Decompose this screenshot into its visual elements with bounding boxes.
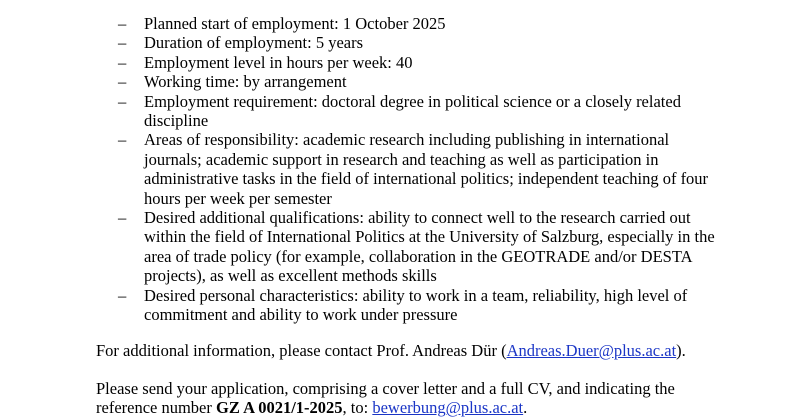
list-item-text: Duration of employment: 5 years <box>144 33 364 53</box>
list-item <box>118 14 718 33</box>
list-item-text: Employment level in hours per week: 40 <box>144 52 413 72</box>
contact-text-end: ). <box>676 341 686 360</box>
dash-bullet: – <box>118 33 127 53</box>
contact-paragraph <box>96 341 736 360</box>
dash-bullet: – <box>118 72 127 92</box>
list-item <box>118 208 718 286</box>
list-item-text: Working time: by arrangement <box>144 72 347 92</box>
list-item-text: Areas of responsibility: academic research including publishing in international journals; academic support in research and teaching as well as participation in administrative tasks in the field of international politics; independent teaching of four hours per week per semester <box>144 130 709 208</box>
contact-email-link[interactable]: Andreas.Duer@plus.ac.at <box>506 341 677 360</box>
application-text: Please send your application, comprising a cover letter and a full CV, and indicating the reference number <box>96 379 675 418</box>
dash-bullet: – <box>118 285 127 305</box>
list-item <box>118 130 718 208</box>
dash-bullet: – <box>118 52 127 72</box>
contact-text: For additional information, please contact Prof. Andreas Dür ( <box>96 341 507 360</box>
dash-bullet: – <box>118 208 127 228</box>
application-text-middle: , to: <box>342 398 373 418</box>
dash-bullet: – <box>118 14 127 33</box>
job-details-list <box>118 14 718 325</box>
list-item-text: Planned start of employment: 1 October 2025 <box>144 14 446 33</box>
list-item-text: Desired additional qualifications: ability to connect well to the research carried out within the field of International Politics at the University of Salzburg, especially in the area of trade policy (for example, collaboration in the GEOTRADE and/or DESTA projects), as well as excellent methods skills <box>144 208 715 286</box>
reference-number: GZ A 0021/1-2025 <box>216 398 343 418</box>
list-item <box>118 92 718 131</box>
dash-bullet: – <box>118 130 127 150</box>
list-item <box>118 53 718 72</box>
application-paragraph <box>96 379 736 418</box>
application-text-end: . <box>523 398 528 418</box>
dash-bullet: – <box>118 91 127 111</box>
list-item <box>118 33 718 52</box>
list-item-text: Employment requirement: doctoral degree in political science or a closely related discipline <box>144 91 681 131</box>
list-item <box>118 286 718 325</box>
application-email-link[interactable]: bewerbung@plus.ac.at <box>372 398 524 418</box>
list-item-text: Desired personal characteristics: ability to work in a team, reliability, high level of commitment and ability to work under pressure <box>144 285 688 325</box>
list-item <box>118 72 718 91</box>
